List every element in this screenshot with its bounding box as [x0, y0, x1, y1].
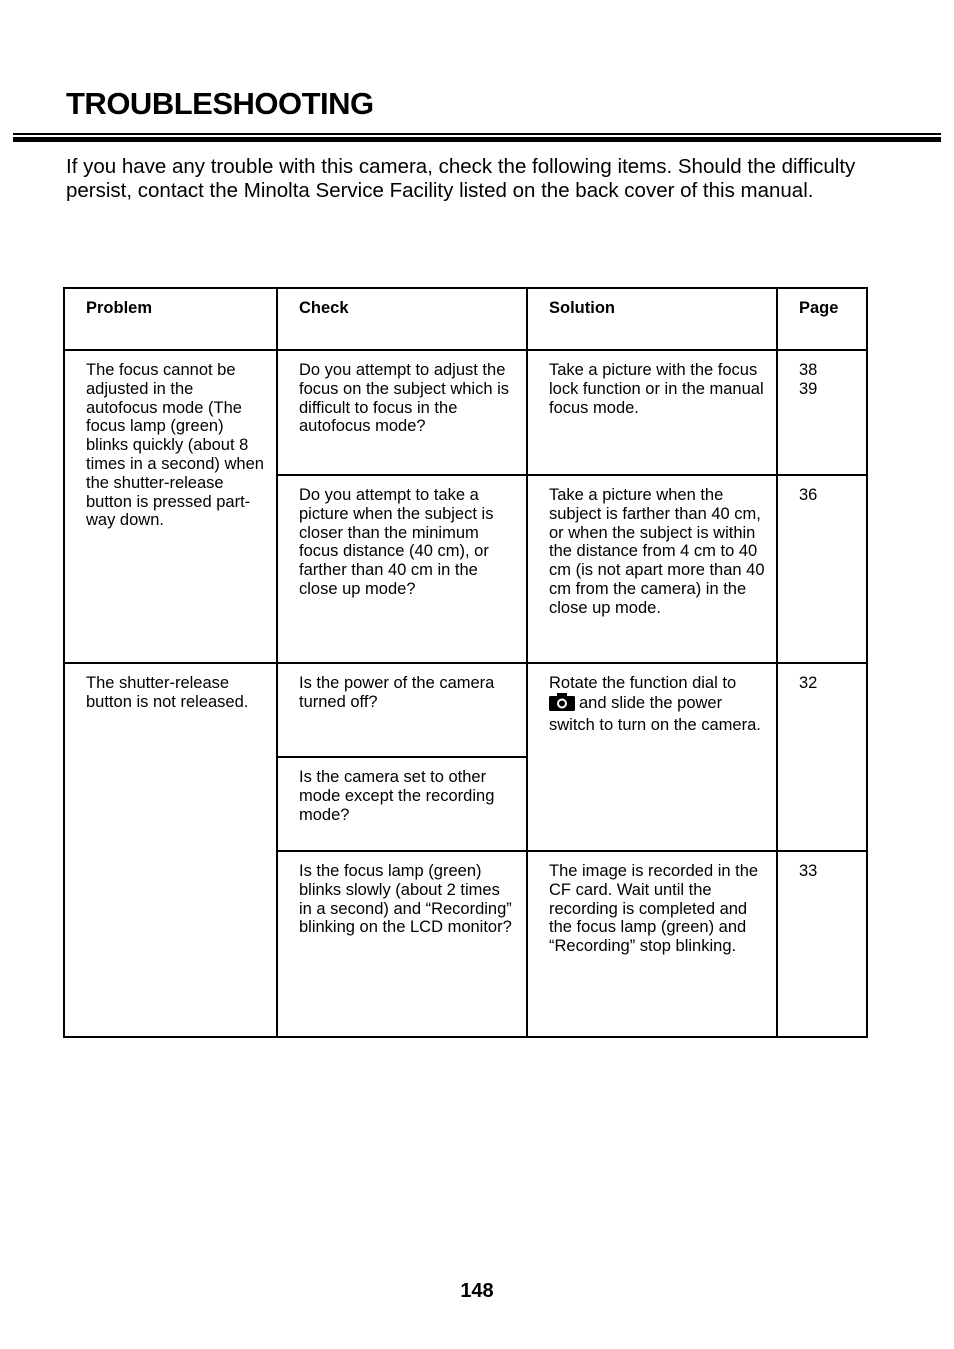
page-title: TROUBLESHOOTING [66, 86, 374, 121]
troubleshooting-table [63, 287, 868, 1038]
check-cell: Do you attempt to take a picture when the subject is closer than the minimum focus distance (40 cm), or farther than 40 cm in the close up mode? [277, 475, 527, 663]
solution-cell: The image is recorded in the CF card. Wait until the recording is completed and the focus lamp (green) and “Recording” stop blinking. [527, 851, 777, 1037]
page-ref: 39 [799, 379, 818, 398]
header-page: Page [777, 288, 867, 350]
title-rule-thin [13, 133, 941, 135]
check-cell: Do you attempt to adjust the focus on the subject which is difficult to focus in the autofocus mode? [277, 350, 527, 475]
header-check: Check [277, 288, 527, 350]
problem-cell: The shutter-release button is not released. [64, 663, 277, 1037]
page-ref: 33 [799, 862, 818, 880]
solution-text-after-icon: and slide the power switch to turn on the camera. [549, 693, 761, 734]
page-ref: 32 [799, 674, 818, 692]
page-number: 148 [460, 1280, 494, 1302]
header-solution: Solution [527, 288, 777, 350]
check-cell: Is the camera set to other mode except the recording mode? [277, 757, 527, 851]
intro-paragraph: If you have any trouble with this camera, check the following items. Should the difficulty persist, contact the Minolta Service Facility listed on the back cover of this manual. [66, 155, 856, 202]
table-header-row [64, 288, 867, 350]
camera-icon [549, 693, 575, 716]
page-cell [777, 350, 867, 475]
title-rule-thick [13, 137, 941, 142]
table-row [64, 663, 867, 757]
page-ref: 38 [799, 361, 818, 379]
solution-cell: Take a picture with the focus lock function or in the manual focus mode. [527, 350, 777, 475]
check-cell: Is the power of the camera turned off? [277, 663, 527, 757]
page-ref: 36 [799, 486, 818, 504]
page-cell [777, 851, 867, 1037]
page-cell [777, 475, 867, 663]
solution-cell: Take a picture when the subject is farther than 40 cm, or when the subject is within the distance from 4 cm to 40 cm (is not apart more than 40 cm from the camera) in the close up mode. [527, 475, 777, 663]
solution-text-before-icon: Rotate the function dial to [549, 674, 737, 692]
check-cell: Is the focus lamp (green) blinks slowly (about 2 times in a second) and “Recording” blinking on the LCD monitor? [277, 851, 527, 1037]
header-problem: Problem [64, 288, 277, 350]
table-row [64, 350, 867, 475]
page-cell [777, 663, 867, 851]
problem-cell: The focus cannot be adjusted in the autofocus mode (The focus lamp (green) blinks quickly (about 8 times in a second) when the shutter-release button is pressed part-way down. [64, 350, 277, 663]
solution-cell [527, 663, 777, 851]
